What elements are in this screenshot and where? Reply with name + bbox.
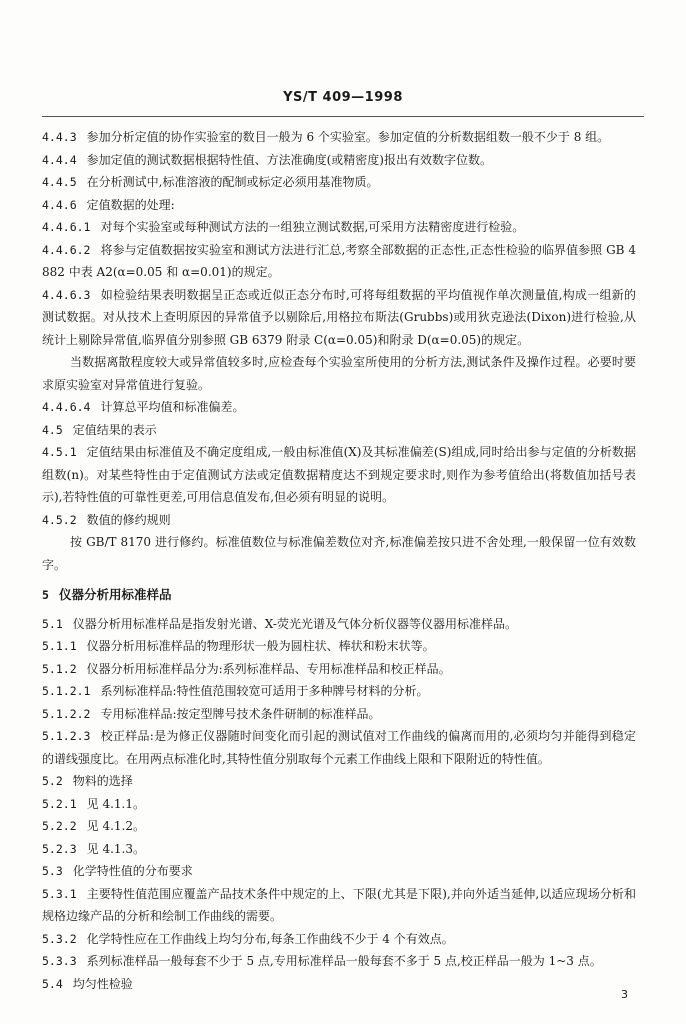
clause-text: 仪器分析用标准样品 bbox=[58, 587, 172, 602]
clause-paragraph bbox=[42, 419, 636, 442]
clause-number: 4.4.6.2 bbox=[42, 242, 91, 257]
clause-text: 见 4.1.2。 bbox=[86, 819, 145, 833]
clause-number: 5.2.1 bbox=[42, 796, 77, 811]
clause-text: 见 4.1.1。 bbox=[86, 796, 145, 811]
clause-paragraph bbox=[42, 635, 636, 658]
clause-paragraph bbox=[42, 950, 636, 973]
clause-paragraph bbox=[42, 770, 636, 793]
clause-number: 5.1.2.3 bbox=[42, 729, 91, 743]
clause-number: 5.1.2 bbox=[42, 661, 77, 676]
clause-text: 对每个实验室或每种测试方法的一组独立测试数据,可采用方法精密度进行检验。 bbox=[100, 220, 525, 234]
clause-paragraph bbox=[42, 680, 636, 703]
clause-paragraph bbox=[42, 194, 636, 217]
clause-text: 系列标准样品一般每套不少于 5 点,专用标准样品一般每套不多于 5 点,校正样品一般为 1~3 点。 bbox=[86, 954, 602, 968]
clause-paragraph bbox=[42, 860, 636, 883]
clause-text: 系列标准样品:特性值范围较宽可适用于多种牌号材料的分析。 bbox=[100, 684, 429, 698]
clause-text: 校正样品:是为修正仪器随时间变化而引起的测试值对工作曲线的偏离而用的,必须均匀并能得到稳定的谱线强度比。在用两点标准化时,其特性值分别取每个元素工作曲线上限和下限附近的特性值。 bbox=[42, 729, 636, 766]
clause-paragraph bbox=[42, 239, 636, 284]
clause-paragraph bbox=[42, 531, 636, 576]
clause-number: 5.3 bbox=[42, 864, 63, 878]
clause-paragraph bbox=[42, 725, 636, 770]
clause-number: 4.4.4 bbox=[42, 152, 77, 167]
clause-paragraph bbox=[42, 815, 636, 838]
clause-number: 4.5 bbox=[42, 422, 63, 437]
clause-paragraph bbox=[42, 126, 636, 149]
clause-number: 4.4.5 bbox=[42, 175, 77, 189]
clause-paragraph bbox=[42, 396, 636, 419]
clause-text: 参加定值的测试数据根据特性值、方法准确度(或精密度)报出有效数字位数。 bbox=[86, 152, 492, 167]
clause-number: 4.4.6.4 bbox=[42, 400, 91, 414]
page-number: 3 bbox=[621, 988, 628, 1001]
clause-number: 5.2.2 bbox=[42, 819, 77, 833]
clause-number: 4.4.6 bbox=[42, 197, 77, 212]
clause-text: 定值数据的处理: bbox=[86, 197, 175, 212]
clause-text: 化学特性值的分布要求 bbox=[72, 864, 193, 878]
clause-paragraph bbox=[42, 171, 636, 194]
clause-text: 均匀性检验 bbox=[72, 976, 133, 991]
section-heading bbox=[42, 584, 636, 607]
clause-text: 当数据离散程度较大或异常值较多时,应检查每个实验室所使用的分析方法,测试条件及操作过程。必要时要求原实验室对异常值进行复验。 bbox=[42, 355, 636, 392]
clause-text: 如检验结果表明数据呈正态或近似正态分布时,可将每组数据的平均值视作单次测量值,构成一组新的测试数据。对从技术上查明原因的异常值予以剔除后,用格拉布斯法(Grubbs)或用狄克逊法(Dixon)进行检验,从统计上剔除异常值,临界值分别参照 GB 6379 附录 C(α=0.05)和附录 D(α=0.05)的规定。 bbox=[42, 287, 636, 347]
clause-number: 5.3.2 bbox=[42, 931, 77, 946]
clause-number: 4.5.2 bbox=[42, 512, 77, 527]
clause-paragraph bbox=[42, 973, 636, 996]
clause-paragraph bbox=[42, 509, 636, 532]
clause-number: 5.3.3 bbox=[42, 954, 77, 968]
clause-paragraph bbox=[42, 838, 636, 861]
clause-text: 将参与定值数据按实验室和测试方法进行汇总,考察全部数据的正态性,正态性检验的临界值参照 GB 4882 中表 A2(α=0.05 和 α=0.01)的规定。 bbox=[42, 242, 636, 279]
clause-text: 定值结果的表示 bbox=[72, 422, 157, 437]
clause-text: 专用标准样品:按定型牌号技术条件研制的标准样品。 bbox=[100, 706, 381, 721]
clause-text: 计算总平均值和标准偏差。 bbox=[100, 400, 245, 414]
clause-text: 主要特性值范围应覆盖产品技术条件中规定的上、下限(尤其是下限),并向外适当延伸,以适应现场分析和规格边缘产品的分析和绘制工作曲线的需要。 bbox=[42, 886, 636, 923]
clause-number: 4.5.1 bbox=[42, 445, 77, 459]
clause-number: 5 bbox=[42, 588, 49, 602]
clause-number: 5.4 bbox=[42, 976, 63, 991]
clause-text: 化学特性应在工作曲线上均匀分布,每条工作曲线不少于 4 个有效点。 bbox=[86, 931, 454, 946]
clause-text: 参加分析定值的协作实验室的数目一般为 6 个实验室。参加定值的分析数据组数一般不少于 8 组。 bbox=[86, 130, 610, 144]
clause-paragraph bbox=[42, 284, 636, 352]
clause-paragraph bbox=[42, 149, 636, 172]
clause-paragraph bbox=[42, 928, 636, 951]
clause-paragraph bbox=[42, 613, 636, 636]
clause-number: 4.4.6.1 bbox=[42, 220, 91, 234]
clause-number: 5.3.1 bbox=[42, 886, 77, 901]
clause-text: 仪器分析用标准样品的物理形状一般为圆柱状、棒状和粉末状等。 bbox=[86, 639, 435, 653]
clause-text: 按 GB/T 8170 进行修约。标准值数位与标准偏差数位对齐,标准偏差按只进不舍处理,一般保留一位有效数字。 bbox=[42, 535, 636, 572]
clause-paragraph bbox=[42, 703, 636, 726]
standard-number-header: YS/T 409—1998 bbox=[283, 90, 403, 105]
clause-text: 物料的选择 bbox=[72, 774, 133, 788]
clause-paragraph bbox=[42, 883, 636, 928]
clause-paragraph bbox=[42, 658, 636, 681]
clause-paragraph bbox=[42, 441, 636, 509]
clause-number: 5.1 bbox=[42, 616, 63, 631]
clause-text: 定值结果由标准值及不确定度组成,一般由标准值(X)及其标准偏差(S)组成,同时给出参与定值的分析数据组数(n)。对某些特性由于定值测试方法或定值数据精度达不到规定要求时,则作为参考值给出(将数值加括号表示),若特性值的可靠性更差,可用信息值发布,但必须有明显的说明。 bbox=[42, 445, 636, 504]
clause-paragraph bbox=[42, 793, 636, 816]
clause-paragraph bbox=[42, 216, 636, 239]
clause-number: 5.2 bbox=[42, 774, 63, 788]
clause-number: 5.2.3 bbox=[42, 841, 77, 856]
clause-text: 在分析测试中,标准溶液的配制或标定必须用基准物质。 bbox=[86, 175, 379, 189]
document-body bbox=[42, 126, 636, 995]
clause-number: 4.4.3 bbox=[42, 130, 77, 144]
clause-text: 数值的修约规则 bbox=[86, 512, 171, 527]
clause-number: 5.1.2.1 bbox=[42, 684, 91, 698]
clause-paragraph bbox=[42, 351, 636, 396]
clause-number: 5.1.1 bbox=[42, 639, 77, 653]
clause-number: 4.4.6.3 bbox=[42, 287, 91, 302]
clause-text: 见 4.1.3。 bbox=[86, 841, 145, 856]
clause-number: 5.1.2.2 bbox=[42, 706, 91, 721]
clause-text: 仪器分析用标准样品是指发射光谱、X-荧光光谱及气体分析仪器等仪器用标准样品。 bbox=[72, 616, 517, 631]
clause-text: 仪器分析用标准样品分为:系列标准样品、专用标准样品和校正样品。 bbox=[86, 661, 451, 676]
header-rule bbox=[42, 116, 644, 117]
